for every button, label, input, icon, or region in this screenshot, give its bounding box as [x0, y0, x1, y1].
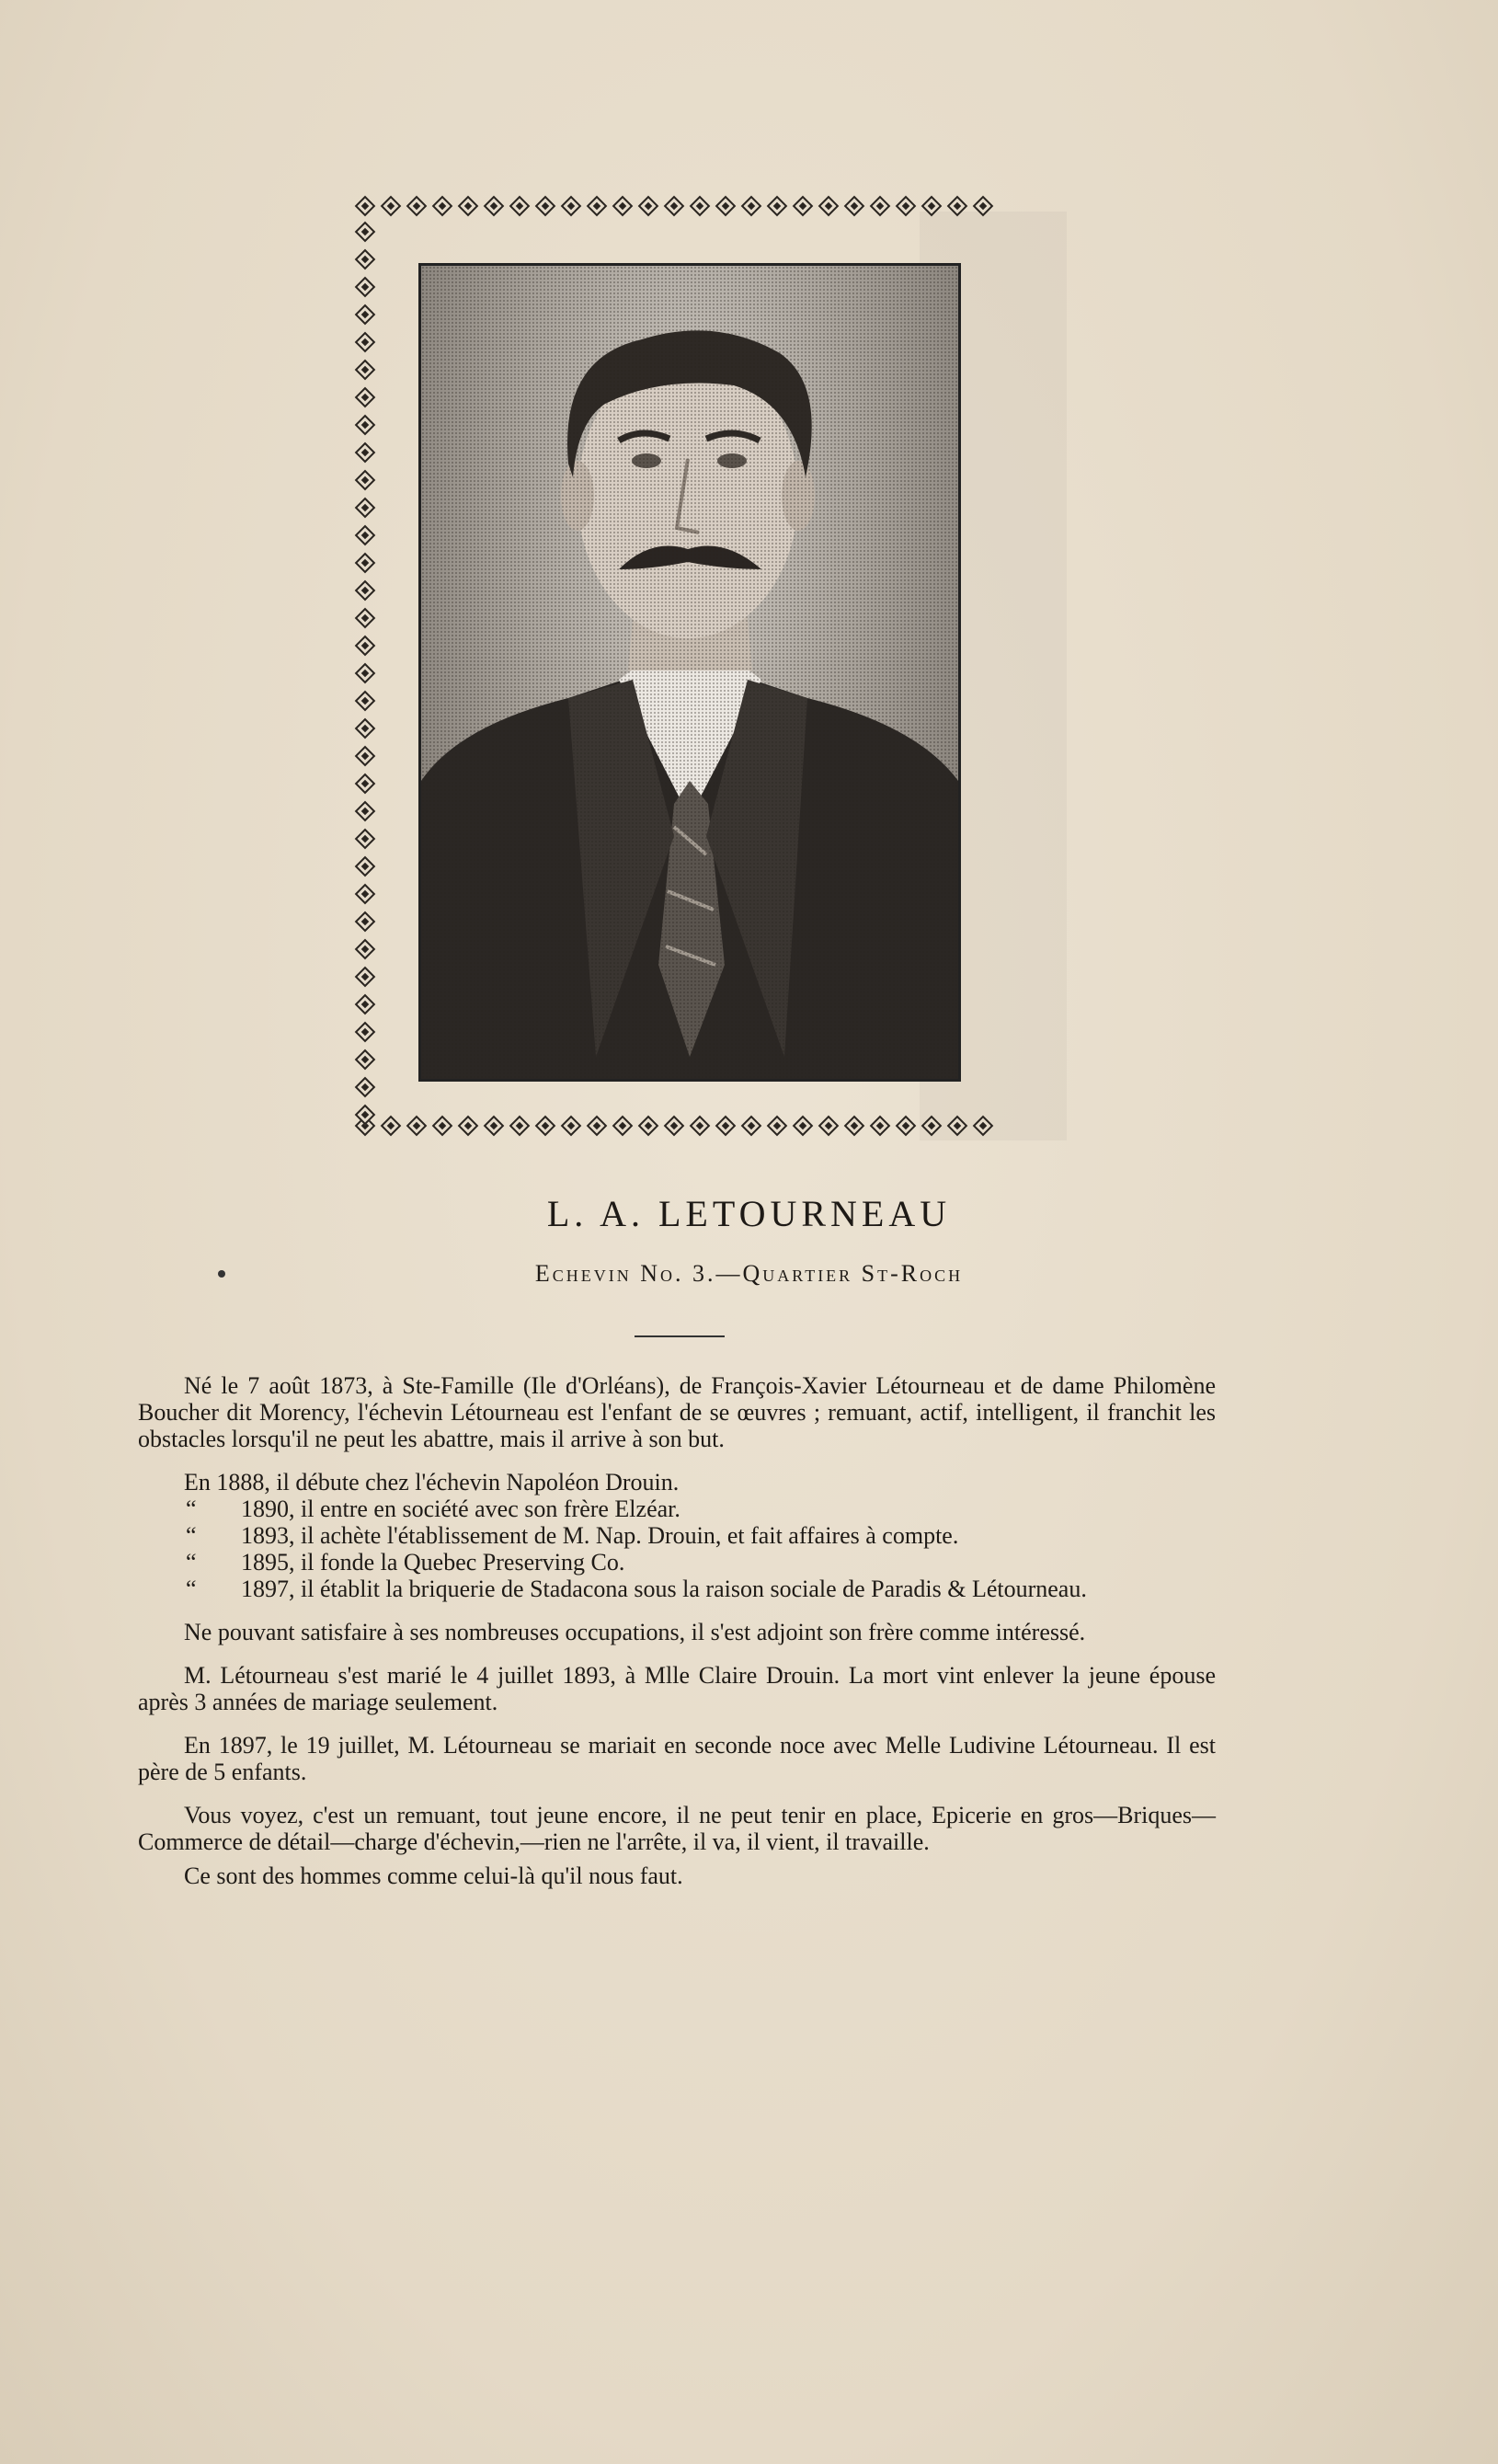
diamond-ornament	[921, 1116, 943, 1137]
portrait-photo	[418, 263, 961, 1082]
diamond-ornament	[381, 1116, 402, 1137]
diamond-ornament	[355, 525, 376, 546]
diamond-ornament	[715, 196, 737, 217]
diamond-ornament	[355, 718, 376, 739]
diamond-ornament	[355, 470, 376, 491]
body-paragraph: Vous voyez, c'est un remuant, tout jeune encore, il ne peut tenir en place, Epicerie en gros—Briques—Commerce de détail—charge d'échevin,—rien ne l'arrête, il va, il vient, il travaille.	[138, 1802, 1216, 1855]
diamond-ornament	[355, 801, 376, 822]
timeline-item	[138, 1496, 1216, 1522]
diamond-ornament	[664, 1116, 685, 1137]
diamond-ornament	[561, 1116, 582, 1137]
intro-paragraph: Né le 7 août 1873, à Ste-Famille (Ile d'Orléans), de François-Xavier Létourneau et de dame Philomène Boucher dit Morency, l'échevin Létourneau est l'enfant de se œuvres ; remuant, actif, intelligent, il franchit les obstacles lorsqu'il ne peut les abattre, mais il arrive à son but.	[138, 1372, 1216, 1452]
ditto-mark: “	[186, 1549, 197, 1576]
diamond-ornament	[355, 636, 376, 657]
diamond-ornament	[355, 387, 376, 408]
diamond-ornament	[355, 774, 376, 795]
diamond-ornament	[638, 1116, 659, 1137]
diamond-ornament	[587, 196, 608, 217]
timeline-item-text: 1897, il établit la briquerie de Stadacona sous la raison sociale de Paradis & Létourneau.	[241, 1576, 1087, 1602]
diamond-ornament	[690, 196, 711, 217]
ditto-mark: “	[186, 1496, 197, 1522]
diamond-ornament	[355, 608, 376, 629]
diamond-ornament	[458, 196, 479, 217]
diamond-ornament	[355, 304, 376, 326]
diamond-ornament	[870, 1116, 891, 1137]
diamond-ornament	[355, 911, 376, 933]
diamond-ornament	[355, 939, 376, 960]
diamond-ornament	[690, 1116, 711, 1137]
timeline-item-text: 1895, il fonde la Quebec Preserving Co.	[241, 1549, 625, 1576]
timeline-list	[138, 1469, 1216, 1602]
diamond-ornament	[432, 196, 453, 217]
diamond-border-top	[354, 195, 994, 217]
diamond-ornament	[947, 1116, 968, 1137]
diamond-ornament	[844, 196, 865, 217]
diamond-ornament	[355, 663, 376, 684]
diamond-ornament	[509, 1116, 531, 1137]
diamond-ornament	[355, 884, 376, 905]
diamond-ornament	[587, 1116, 608, 1137]
diamond-ornament	[921, 196, 943, 217]
diamond-ornament	[484, 196, 505, 217]
timeline-item	[138, 1522, 1216, 1549]
portrait-icon	[421, 266, 958, 1079]
body-paragraph: En 1897, le 19 juillet, M. Létourneau se mariait en seconde noce avec Melle Ludivine Létourneau. Il est père de 5 enfants.	[138, 1732, 1216, 1785]
diamond-ornament	[355, 442, 376, 464]
ditto-mark	[138, 1469, 184, 1496]
diamond-ornament	[355, 829, 376, 850]
diamond-ornament	[355, 196, 376, 217]
diamond-ornament	[381, 196, 402, 217]
diamond-ornament	[612, 196, 634, 217]
diamond-ornament	[432, 1116, 453, 1137]
diamond-ornament	[355, 1105, 376, 1126]
timeline-item	[138, 1549, 1216, 1576]
diamond-border-bottom	[354, 1115, 994, 1137]
diamond-ornament	[355, 222, 376, 243]
diamond-ornament	[973, 196, 994, 217]
ditto-mark: “	[186, 1576, 197, 1602]
person-name-heading: L. A. LETOURNEAU	[546, 1193, 952, 1234]
diamond-ornament	[896, 196, 917, 217]
diamond-ornament	[844, 1116, 865, 1137]
diamond-ornament	[355, 553, 376, 574]
diamond-ornament	[355, 994, 376, 1015]
diamond-ornament	[561, 196, 582, 217]
diamond-ornament	[355, 249, 376, 270]
diamond-ornament	[355, 967, 376, 988]
diamond-ornament	[715, 1116, 737, 1137]
diamond-ornament	[355, 691, 376, 712]
closing-paragraph: Ce sont des hommes comme celui-là qu'il nous faut.	[184, 1862, 683, 1889]
diamond-ornament	[741, 1116, 762, 1137]
diamond-ornament	[818, 1116, 840, 1137]
diamond-ornament	[406, 1116, 428, 1137]
diamond-ornament	[355, 746, 376, 767]
ditto-mark: “	[186, 1522, 197, 1549]
body-paragraph: Ne pouvant satisfaire à ses nombreuses occupations, il s'est adjoint son frère comme intéressé.	[184, 1619, 1086, 1645]
timeline-item-text: 1893, il achète l'établissement de M. Nap. Drouin, et fait affaires à compte.	[241, 1522, 959, 1549]
diamond-ornament	[664, 196, 685, 217]
diamond-ornament	[355, 856, 376, 877]
diamond-ornament	[355, 1077, 376, 1098]
timeline-item-text: 1890, il entre en société avec son frère Elzéar.	[241, 1496, 680, 1522]
diamond-ornament	[355, 580, 376, 602]
diamond-ornament	[355, 1022, 376, 1043]
diamond-ornament	[612, 1116, 634, 1137]
diamond-ornament	[870, 196, 891, 217]
diamond-ornament	[896, 1116, 917, 1137]
diamond-ornament	[355, 415, 376, 436]
diamond-ornament	[535, 1116, 556, 1137]
diamond-ornament	[767, 196, 788, 217]
diamond-ornament	[793, 1116, 814, 1137]
timeline-item	[138, 1469, 1216, 1496]
diamond-ornament	[509, 196, 531, 217]
diamond-ornament	[355, 332, 376, 353]
timeline-item-text: En 1888, il débute chez l'échevin Napoléon Drouin.	[184, 1469, 680, 1496]
diamond-ornament	[741, 196, 762, 217]
biography-text	[138, 1372, 1216, 1906]
diamond-ornament	[973, 1116, 994, 1137]
diamond-ornament	[484, 1116, 505, 1137]
diamond-ornament	[355, 277, 376, 298]
diamond-ornament	[355, 498, 376, 519]
diamond-ornament	[535, 196, 556, 217]
diamond-ornament	[793, 196, 814, 217]
diamond-ornament	[355, 1049, 376, 1071]
diamond-border-left	[354, 221, 376, 1126]
body-paragraph: M. Létourneau s'est marié le 4 juillet 1893, à Mlle Claire Drouin. La mort vint enlever la jeune épouse après 3 années de mariage seulement.	[138, 1662, 1216, 1715]
diamond-ornament	[406, 196, 428, 217]
diamond-ornament	[947, 196, 968, 217]
timeline-item	[138, 1576, 1216, 1602]
diamond-ornament	[355, 360, 376, 381]
diamond-ornament	[638, 196, 659, 217]
diamond-ornament	[458, 1116, 479, 1137]
divider-rule	[635, 1335, 725, 1337]
diamond-ornament	[767, 1116, 788, 1137]
diamond-ornament	[818, 196, 840, 217]
position-subtitle: Echevin No. 3.—Quartier St-Roch	[534, 1260, 964, 1287]
